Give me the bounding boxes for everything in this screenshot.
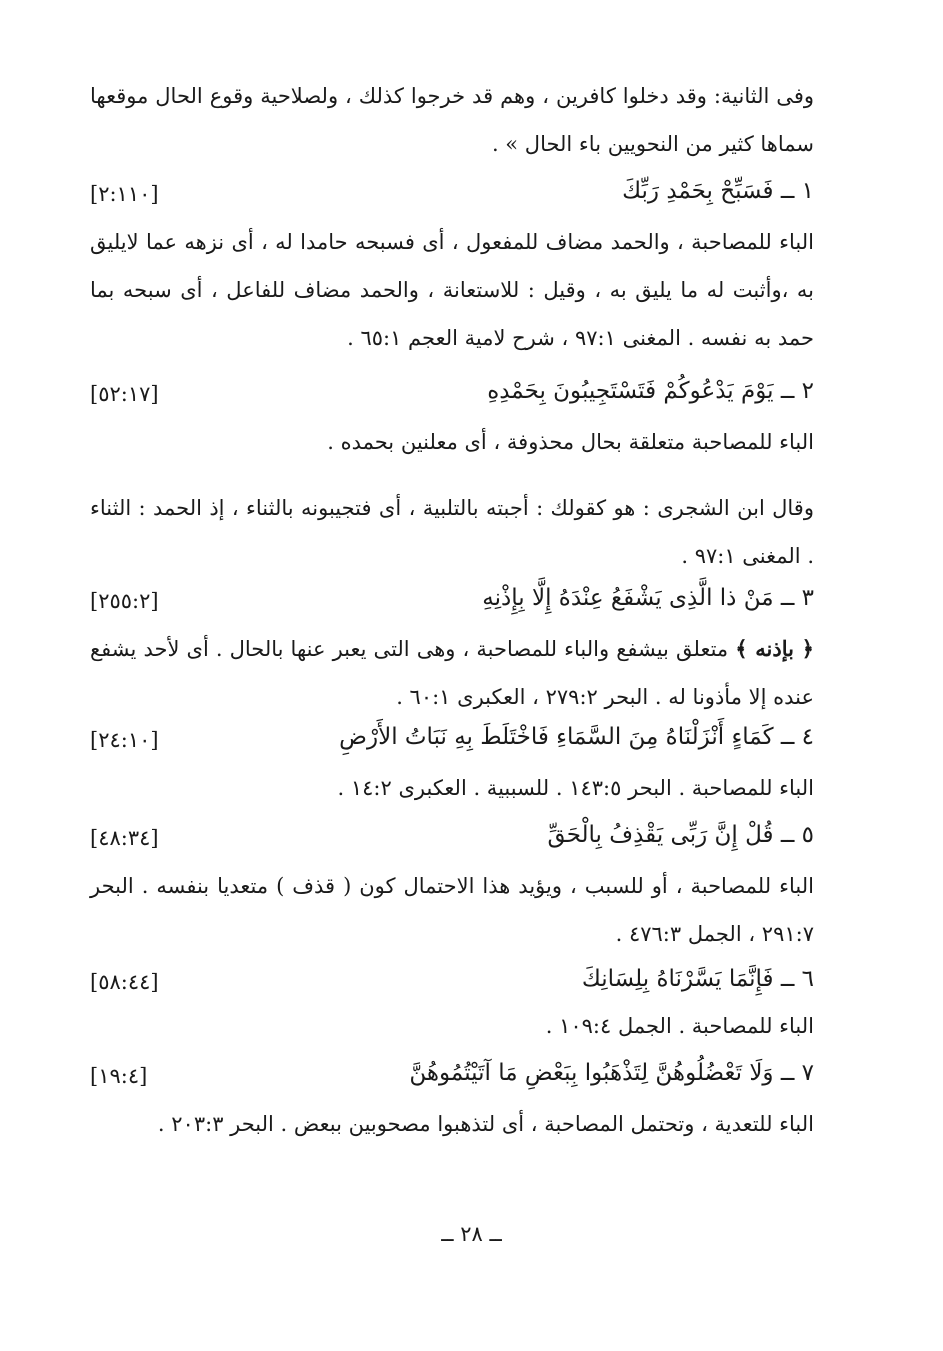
entry-1-commentary: الباء للمصاحبة ، والحمد مضاف للمفعول ، أى فسبحه حامدا له ، أى نزهه عما لايليق به ،وأثبت له ما يليق به ، وقيل : للاستعانة ، والحمد مضاف للفاعل ، أى سبحه بما حمد به نفسه . المغنى ٩٧:١ ، شرح لامية العجم ٦٥:١ .	[90, 230, 814, 350]
entry-3-commentary	[90, 625, 814, 721]
entry-5-verse: ٥ ــ قُلْ إِنَّ رَبِّى يَقْذِفُ بِالْحَقِّ	[547, 822, 814, 848]
entry-3-header	[90, 585, 814, 629]
entry-1-verse: ١ ــ فَسَبِّحْ بِحَمْدِ رَبِّكَ	[622, 178, 814, 204]
entry-4-header	[90, 724, 814, 768]
intro-paragraph: وفى الثانية: وقد دخلوا كافرين ، وهم قد خرجوا كذلك ، ولصلاحية وقوع الحال موقعها سماها كثير من النحويين باء الحال » .	[90, 84, 814, 156]
entry-5-header	[90, 822, 814, 866]
entry-2-reference: [٥٢:١٧]	[90, 382, 159, 406]
entry-3-quoted-word: ﴿ بإذنه ﴾	[735, 636, 814, 661]
entry-2-additional-note: وقال ابن الشجرى : هو كقولك : أجبته بالتلبية ، أى فتجيبونه بالثناء ، إذ الحمد : الثناء . المغنى ٩٧:١ .	[90, 496, 814, 568]
entry-2-verse: ٢ ــ يَوْمَ يَدْعُوكُمْ فَتَسْتَجِيبُونَ بِحَمْدِهِ	[487, 378, 814, 404]
page-number: ــ ٢٨ ــ	[441, 1222, 502, 1246]
entry-6-verse: ٦ ــ فَإِنَّمَا يَسَّرْنَاهُ بِلِسَانِكَ	[581, 966, 814, 992]
entry-4-commentary: الباء للمصاحبة . البحر ١٤٣:٥ . للسببية . العكبرى ١٤:٢ .	[337, 776, 814, 800]
entry-2-header	[90, 378, 814, 422]
entry-2-commentary: الباء للمصاحبة متعلقة بحال محذوفة ، أى معلنين بحمده .	[327, 430, 814, 454]
entry-7-verse: ٧ ــ وَلَا تَعْضُلُوهُنَّ لِتَذْهَبُوا بِبَعْضِ مَا آتَيْتُمُوهُنَّ	[409, 1060, 814, 1086]
entry-1-reference: [٢:١١٠]	[90, 182, 159, 206]
entry-6-reference: [٥٨:٤٤]	[90, 970, 159, 994]
entry-7-reference: [١٩:٤]	[90, 1064, 148, 1088]
entry-7-commentary: الباء للتعدية ، وتحتمل المصاحبة ، أى لتذهبوا مصحوبين ببعض . البحر ٢٠٣:٣ .	[157, 1112, 814, 1136]
entry-3-reference: [٢٥٥:٢]	[90, 589, 159, 613]
entry-6-commentary: الباء للمصاحبة . الجمل ١٠٩:٤ .	[545, 1014, 814, 1038]
entry-3-verse: ٣ ــ مَنْ ذا الَّذِى يَشْفَعُ عِنْدَهُ إِلَّا بِإِذْنِهِ	[482, 585, 814, 611]
entry-5-commentary: الباء للمصاحبة ، أو للسبب ، ويؤيد هذا الاحتمال كون ( قذف ) متعديا بنفسه . البحر ٢٩١:٧ ، الجمل ٤٧٦:٣ .	[90, 874, 814, 946]
entry-1-header	[90, 178, 814, 222]
entry-5-reference: [٤٨:٣٤]	[90, 826, 159, 850]
entry-4-verse: ٤ ــ كَمَاءٍ أَنْزَلْنَاهُ مِنَ السَّمَاءِ فَاخْتَلَطَ بِهِ نَبَاتُ الأَرْضِ	[339, 724, 814, 750]
entry-3-commentary-text: متعلق بيشفع والباء للمصاحبة ، وهى التى يعبر عنها بالحال . أى لأحد يشفع عنده إلا مأذونا له . البحر ٢٧٩:٢ ، العكبرى ٦٠:١ .	[90, 637, 814, 709]
entry-4-reference: [٢٤:١٠]	[90, 728, 159, 752]
entry-7-header	[90, 1060, 814, 1104]
